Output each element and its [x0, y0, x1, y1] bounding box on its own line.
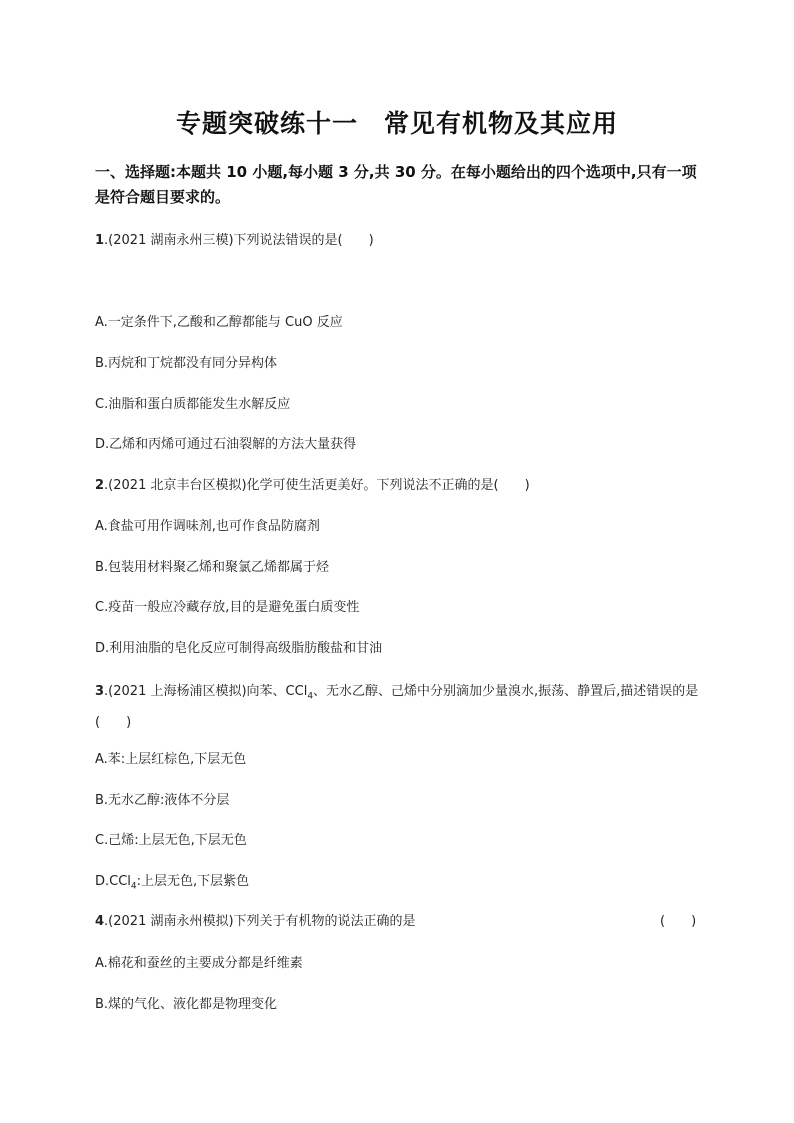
question-text: .(2021 湖南永州三模)下列说法错误的是( ) — [104, 233, 374, 248]
question-number: 1 — [95, 233, 105, 248]
option-1b: B.丙烷和丁烷都没有同分异构体 — [95, 356, 278, 371]
page-title: 专题突破练十一 常见有机物及其应用 — [175, 109, 618, 138]
question-text: .(2021 湖南永州模拟)下列关于有机物的说法正确的是 — [104, 914, 416, 929]
question-number: 2 — [95, 478, 105, 493]
question-text: .(2021 上海杨浦区模拟)向苯、CCl — [104, 684, 308, 699]
question-number: 3 — [95, 684, 105, 699]
option-3c: C.己烯:上层无色,下层无色 — [95, 833, 247, 848]
question-text-cont: 、无水乙醇、己烯中分别滴加少量溴水,振荡、静置后,描述错误的是( ) — [95, 684, 699, 730]
option-3a: A.苯:上层红棕色,下层无色 — [95, 752, 247, 767]
option-2b: B.包装用材料聚乙烯和聚氯乙烯都属于烃 — [95, 560, 330, 575]
answer-parenthesis: ( ) — [660, 914, 697, 929]
option-2a: A.食盐可用作调味剂,也可作食品防腐剂 — [95, 519, 320, 534]
subscript: 4 — [130, 881, 137, 892]
option-1c: C.油脂和蛋白质都能发生水解反应 — [95, 397, 291, 412]
subscript: 4 — [307, 691, 314, 702]
question-2 — [95, 473, 700, 498]
option-1a: A.一定条件下,乙酸和乙醇都能与 CuO 反应 — [95, 315, 343, 330]
option-4b: B.煤的气化、液化都是物理变化 — [95, 997, 278, 1012]
option-text: D.CCl — [95, 874, 131, 889]
option-text-cont: :上层无色,下层紫色 — [136, 874, 250, 889]
question-3 — [95, 679, 700, 735]
question-number: 4 — [95, 914, 105, 929]
question-4 — [95, 909, 615, 934]
question-1 — [95, 228, 700, 253]
option-1d: D.乙烯和丙烯可通过石油裂解的方法大量获得 — [95, 437, 357, 452]
option-2d: D.利用油脂的皂化反应可制得高级脂肪酸盐和甘油 — [95, 641, 383, 656]
question-text: .(2021 北京丰台区模拟)化学可使生活更美好。下列说法不正确的是( ) — [104, 478, 530, 493]
option-3b: B.无水乙醇:液体不分层 — [95, 793, 230, 808]
option-3d — [95, 872, 700, 897]
option-2c: C.疫苗一般应冷藏存放,目的是避免蛋白质变性 — [95, 600, 360, 615]
option-4a: A.棉花和蚕丝的主要成分都是纤维素 — [95, 956, 303, 971]
section-heading: 一、选择题:本题共 10 小题,每小题 3 分,共 30 分。在每小题给出的四个选项中,只有一项是符合题目要求的。 — [95, 163, 697, 206]
